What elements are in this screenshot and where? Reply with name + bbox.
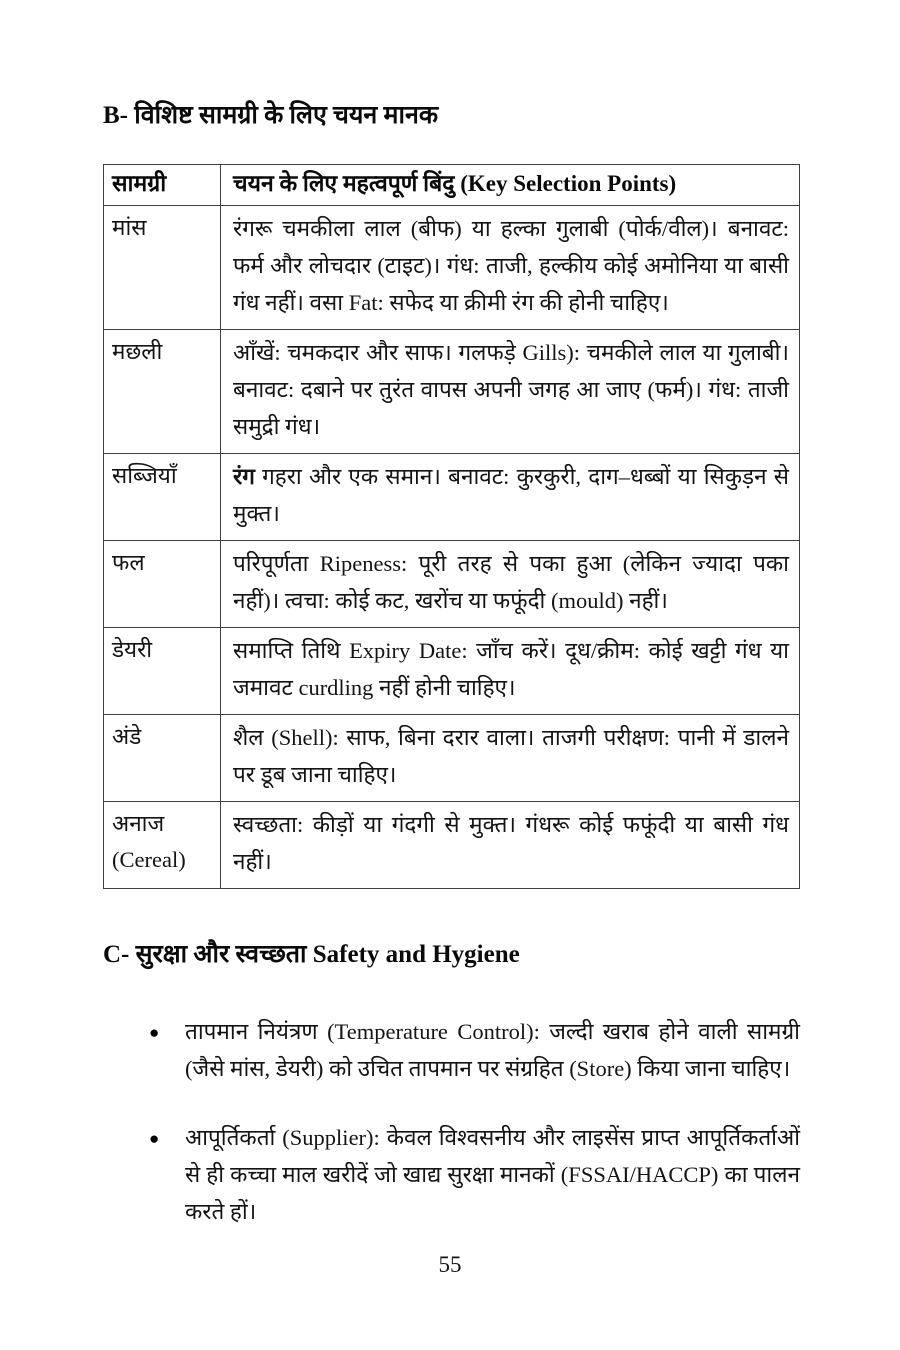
- points-cell: [221, 330, 800, 454]
- material-cell: मछली: [104, 330, 221, 454]
- points-cell: [221, 454, 800, 541]
- table-row-eggs: [104, 715, 800, 802]
- page-number: 55: [438, 1252, 462, 1277]
- points-text: गहरा और एक समान। बनावट: कुरकुरी, दाग–धब्बों या सिकुड़न से मुक्त।: [233, 464, 789, 526]
- material-cell: मांस: [104, 206, 221, 330]
- table-row-fruit: [104, 541, 800, 628]
- points-cell: [221, 628, 800, 715]
- points-lead: रंग: [233, 464, 255, 489]
- material-cell: सब्जियाँ: [104, 454, 221, 541]
- table-row-fish: [104, 330, 800, 454]
- selection-standards-table: [103, 164, 800, 889]
- column-header-material: सामग्री: [104, 165, 221, 206]
- material-cell: अंडे: [104, 715, 221, 802]
- points-text: समाप्ति तिथि Expiry Date: जाँच करें। दूध/क्रीम: कोई खट्टी गंध या जमावट curdling नहीं होनी चाहिए।: [233, 638, 789, 700]
- bullet-text: आपूर्तिकर्ता (Supplier): केवल विश्वसनीय और लाइसेंस प्राप्त आपूर्तिकर्ताओं से ही कच्चा माल खरीदें जो खाद्य सुरक्षा मानकों (FSSAI/HACCP) का पालन करते हों।: [185, 1125, 800, 1224]
- table-header-row: [104, 165, 800, 206]
- bullet-text: तापमान नियंत्रण (Temperature Control): जल्दी खराब होने वाली सामग्री (जैसे मांस, डेयरी) को उचित तापमान पर संग्रहित (Store) किया जाना चाहिए।: [185, 1019, 800, 1081]
- material-cell: फल: [104, 541, 221, 628]
- safety-bullet-list: [103, 1013, 800, 1230]
- table-row-dairy: [104, 628, 800, 715]
- material-cell: अनाज (Cereal): [104, 802, 221, 889]
- table-row-cereal: [104, 802, 800, 889]
- points-cell: [221, 206, 800, 330]
- section-b-heading: B- विशिष्ट सामग्री के लिए चयन मानक: [103, 102, 439, 129]
- points-text: शैल (Shell): साफ, बिना दरार वाला। ताजगी परीक्षण: पानी में डालने पर डूब जाना चाहिए।: [233, 725, 789, 787]
- points-cell: [221, 715, 800, 802]
- table-row-vegetables: [104, 454, 800, 541]
- points-text: स्वच्छता: कीड़ों या गंदगी से मुक्त। गंधरू कोई फफूंदी या बासी गंध नहीं।: [233, 812, 789, 874]
- bullet-item-temperature: [103, 1013, 800, 1087]
- points-text: रंगरू चमकीला लाल (बीफ) या हल्का गुलाबी (पोर्क/वील)। बनावट: फर्म और लोचदार (टाइट)। गंध: ताजी, हल्कीय कोई अमोनिया या बासी गंध नहीं। वसा Fat: सफेद या क्रीमी रंग की होनी चाहिए।: [233, 216, 789, 315]
- material-cell: डेयरी: [104, 628, 221, 715]
- points-cell: [221, 802, 800, 889]
- column-header-key-points: चयन के लिए महत्वपूर्ण बिंदु (Key Selection Points): [221, 165, 800, 206]
- points-text: आँखें: चमकदार और साफ। गलफड़े Gills): चमकीले लाल या गुलाबी। बनावट: दबाने पर तुरंत वापस अपनी जगह आ जाए (फर्म)। गंध: ताजी समुद्री गंध।: [233, 340, 789, 439]
- table-row-meat: [104, 206, 800, 330]
- points-cell: [221, 541, 800, 628]
- bullet-item-supplier: [103, 1119, 800, 1230]
- bullet-icon: ●: [149, 1023, 160, 1042]
- bullet-icon: ●: [149, 1129, 160, 1148]
- points-text: परिपूर्णता Ripeness: पूरी तरह से पका हुआ (लेकिन ज्यादा पका नहीं)। त्वचा: कोई कट, खरोंच या फफूंदी (mould) नहीं।: [233, 551, 789, 613]
- section-c-heading: C- सुरक्षा और स्वच्छता Safety and Hygiene: [103, 941, 520, 968]
